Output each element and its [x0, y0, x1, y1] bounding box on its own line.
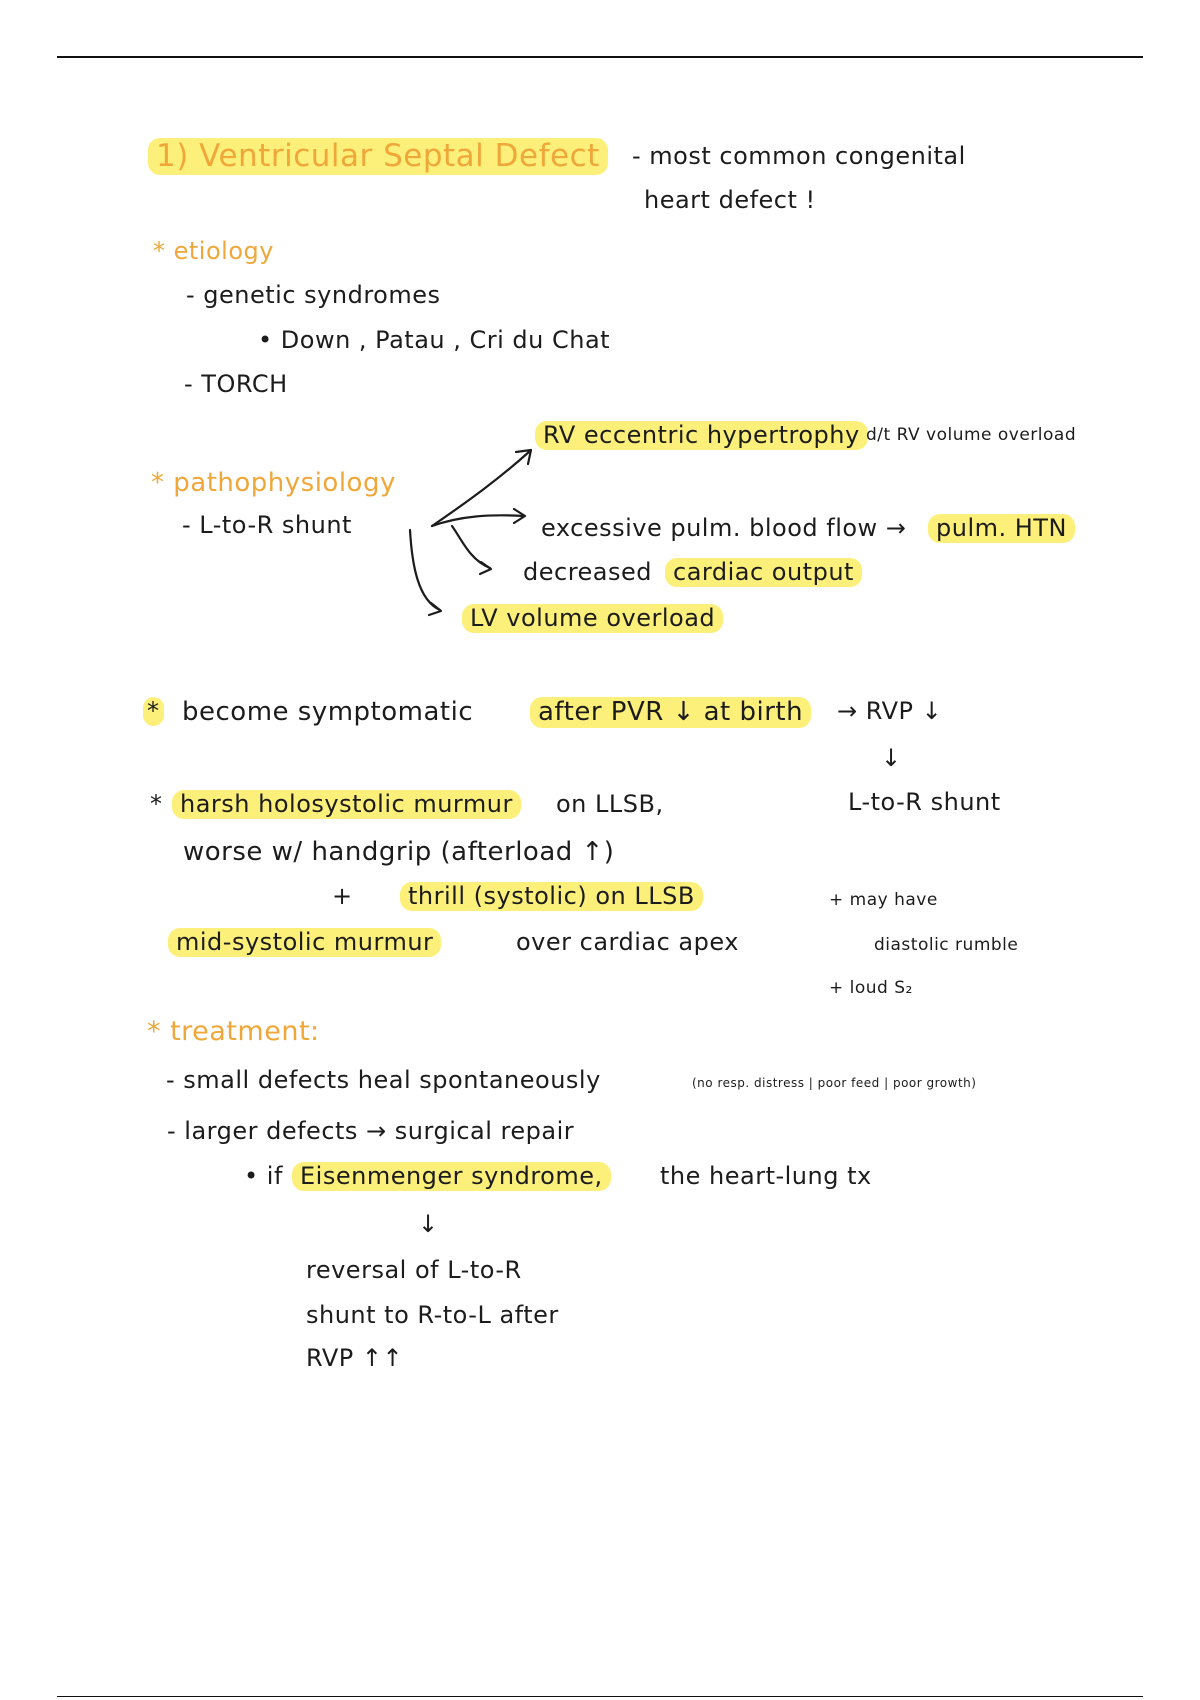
symptomatic-result: L-to-R shunt: [848, 788, 1001, 816]
treatment-heading: * treatment:: [147, 1016, 320, 1047]
title-note-2: heart defect !: [644, 186, 816, 214]
harsh-murmur: harsh holosystolic murmur: [172, 790, 521, 819]
reversal-line-1: reversal of L-to-R: [306, 1256, 522, 1284]
bottom-rule: [57, 1696, 1143, 1697]
etiology-heading: * etiology: [153, 237, 274, 265]
murmur-plus: +: [332, 882, 353, 910]
treatment-large: - larger defects → surgical repair: [167, 1117, 575, 1145]
pulm-htn: pulm. HTN: [928, 514, 1075, 543]
treatment-if: • if: [244, 1162, 283, 1190]
murmur-bullet: *: [150, 790, 163, 818]
eisenmenger-syndrome: Eisenmenger syndrome,: [292, 1162, 611, 1191]
etiology-item-syndromes: • Down , Patau , Cri du Chat: [258, 326, 611, 354]
shunt-label: - L-to-R shunt: [182, 511, 352, 539]
cardiac-output: cardiac output: [665, 558, 862, 587]
rv-hypertrophy: RV eccentric hypertrophy: [535, 421, 868, 450]
etiology-item-genetic: - genetic syndromes: [186, 281, 441, 309]
reversal-line-3: RVP ↑↑: [306, 1344, 404, 1372]
symptomatic-down-arrow: ↓: [881, 744, 902, 772]
murmur-handgrip: worse w/ handgrip (afterload ↑): [183, 837, 615, 867]
decreased-label: decreased: [523, 558, 653, 586]
treatment-small-note: (no resp. distress | poor feed | poor growth): [692, 1076, 977, 1090]
treatment-down-arrow: ↓: [418, 1210, 439, 1238]
symptomatic-pvr: after PVR ↓ at birth: [530, 697, 811, 728]
mid-systolic-murmur: mid-systolic murmur: [168, 928, 441, 957]
symptomatic-rvp: → RVP ↓: [837, 697, 943, 725]
symptomatic-bullet: *: [143, 697, 164, 726]
reversal-line-2: shunt to R-to-L after: [306, 1301, 559, 1329]
page-title: 1) Ventricular Septal Defect: [148, 138, 608, 175]
etiology-item-torch: - TORCH: [184, 370, 288, 398]
side-note-2: diastolic rumble: [874, 935, 1019, 955]
lv-volume-overload: LV volume overload: [462, 604, 723, 633]
thrill-label: thrill (systolic) on LLSB: [400, 882, 703, 911]
title-note-1: - most common congenital: [632, 142, 966, 170]
treatment-small: - small defects heal spontaneously: [166, 1066, 601, 1094]
rv-note: d/t RV volume overload: [866, 425, 1077, 445]
mid-systolic-location: over cardiac apex: [516, 928, 739, 956]
flow-label: excessive pulm. blood flow →: [541, 514, 907, 542]
side-note-1: + may have: [829, 890, 938, 910]
heart-lung-tx: the heart-lung tx: [660, 1162, 872, 1190]
arrow-to-dec: [452, 526, 490, 568]
shunt-arrows: [0, 0, 1200, 700]
arrow-to-lv: [410, 530, 440, 610]
pathophysiology-heading: * pathophysiology: [151, 468, 396, 498]
symptomatic-text: become symptomatic: [182, 697, 474, 727]
murmur-location: on LLSB,: [556, 790, 664, 818]
side-note-3: + loud S₂: [829, 978, 913, 998]
